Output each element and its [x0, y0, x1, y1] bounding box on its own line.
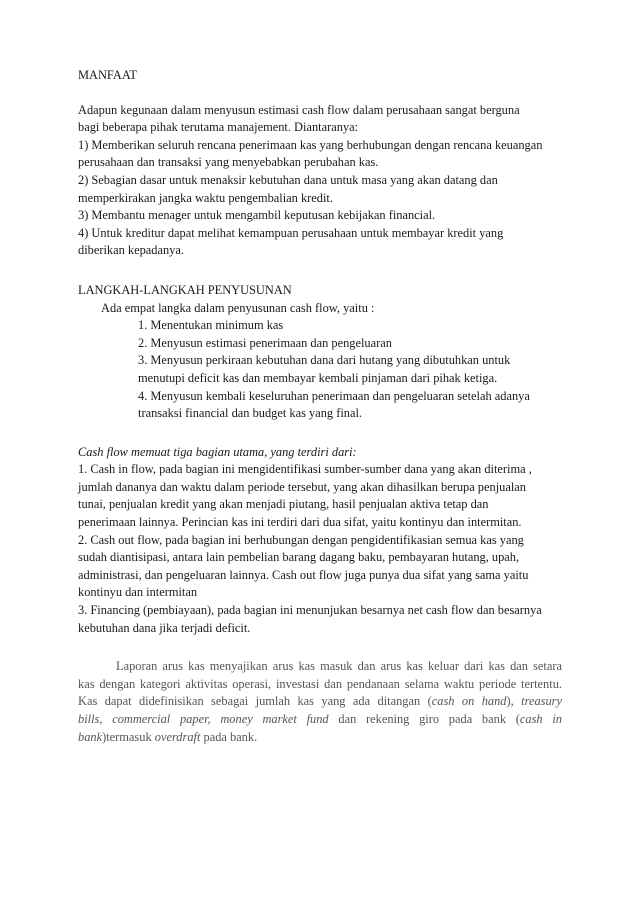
- manfaat-line: diberikan kepadanya.: [78, 243, 184, 258]
- laporan-text: Kas dapat didefinisikan sebagai jumlah kas yang ada ditangan (: [78, 694, 432, 709]
- langkah-item: menutupi deficit kas dan membayar kembali pinjaman dari pihak ketiga.: [138, 370, 498, 385]
- laporan-term: cash in: [519, 712, 563, 726]
- langkah-item: 3. Menyusun perkiraan kebutuhan dana dari hutang yang dibutuhkan untuk: [138, 353, 511, 368]
- manfaat-line: Adapun kegunaan dalam menyusun estimasi cash flow dalam perusahaan sangat berguna: [78, 102, 520, 117]
- bagian-line: 3. Financing (pembiayaan), pada bagian ini menunjukan besarnya net cash flow dan besarnya: [78, 603, 542, 618]
- laporan-text: ,: [99, 712, 113, 726]
- bagian-line: administrasi, dan pengeluaran lainnya. Cash out flow juga punya dua sifat yang sama yaitu: [78, 567, 529, 582]
- laporan-term: bank: [78, 729, 103, 744]
- laporan-term: cash on hand: [431, 694, 507, 709]
- laporan-term: overdraft: [154, 729, 201, 744]
- laporan-text: pada bank.: [200, 729, 258, 744]
- langkah-list: [78, 300, 562, 423]
- bagian-line: kontinyu dan intermitan: [78, 585, 198, 600]
- langkah-item: transaksi financial dan budget kas yang final.: [138, 406, 362, 421]
- manfaat-paragraph: [78, 102, 562, 260]
- laporan-text: dan rekening giro pada bank (: [328, 712, 520, 726]
- bagian-line: sudah diantisipasi, antara lain pembelian barang dagang baku, pembayaran hutang, upah,: [78, 550, 520, 565]
- manfaat-line: memperkirakan jangka waktu pengembalian kredit.: [78, 190, 333, 205]
- laporan-term: treasury: [521, 694, 562, 709]
- manfaat-line: perusahaan dan transaksi yang menyebabkan perubahan kas.: [78, 155, 379, 170]
- laporan-line: [78, 729, 562, 747]
- manfaat-heading: MANFAAT: [78, 68, 137, 82]
- langkah-intro: Ada empat langka dalam penyusunan cash flow, yaitu :: [101, 300, 375, 315]
- bagian-line: kebutuhan dana jika terjadi deficit.: [78, 620, 251, 635]
- bagian-line: tunai, penjualan kredit yang akan menjadi piutang, hasil penjualan aktiva tetap dan: [78, 497, 489, 512]
- bagian-line: penerimaan lainnya. Perincian kas ini terdiri dari dua sifat, yaitu kontinyu dan intermitan.: [78, 515, 522, 530]
- langkah-heading: LANGKAH-LANGKAH PENYUSUNAN: [78, 282, 292, 297]
- laporan-line: Laporan arus kas menyajikan arus kas masuk dan arus kas keluar dari kas dan setara: [116, 659, 562, 674]
- laporan-term: bills: [78, 712, 100, 726]
- laporan-line: [78, 711, 562, 729]
- laporan-text: )termasuk: [102, 729, 155, 744]
- laporan-paragraph: [78, 658, 562, 746]
- langkah-item: 4. Menyusun kembali keseluruhan penerimaan dan pengeluaran setelah adanya: [138, 388, 530, 403]
- langkah-item: 1. Menentukan minimum kas: [138, 318, 284, 333]
- bagian-paragraph: [78, 444, 562, 638]
- document-page: [78, 67, 562, 746]
- langkah-item: 2. Menyusun estimasi penerimaan dan pengeluaran: [138, 335, 392, 350]
- laporan-term: commercial paper, money market fund: [112, 712, 329, 726]
- laporan-text: ),: [506, 694, 522, 709]
- bagian-line: 2. Cash out flow, pada bagian ini berhubungan dengan pengidentifikasian semua kas yang: [78, 532, 524, 547]
- manfaat-line: bagi beberapa pihak terutama manajement. Diantaranya:: [78, 120, 359, 135]
- laporan-line: [78, 693, 562, 711]
- manfaat-line: 2) Sebagian dasar untuk menaksir kebutuhan dana untuk masa yang akan datang dan: [78, 172, 498, 187]
- manfaat-line: 1) Memberikan seluruh rencana penerimaan kas yang berhubungan dengan rencana keuangan: [78, 137, 543, 152]
- bagian-heading: Cash flow memuat tiga bagian utama, yang terdiri dari:: [78, 444, 357, 459]
- manfaat-line: 4) Untuk kreditur dapat melihat kemampuan perusahaan untuk membayar kredit yang: [78, 225, 504, 240]
- manfaat-line: 3) Membantu menager untuk mengambil keputusan kebijakan financial.: [78, 208, 436, 223]
- bagian-line: jumlah dananya dan waktu dalam periode tersebut, yang akan dihasilkan berupa penjualan: [78, 479, 526, 494]
- bagian-line: 1. Cash in flow, pada bagian ini mengidentifikasi sumber-sumber dana yang akan diterima ,: [78, 462, 532, 477]
- laporan-line: kas dengan kategori aktivitas operasi, investasi dan pendanaan selama waktu periode tertentu.: [78, 676, 562, 691]
